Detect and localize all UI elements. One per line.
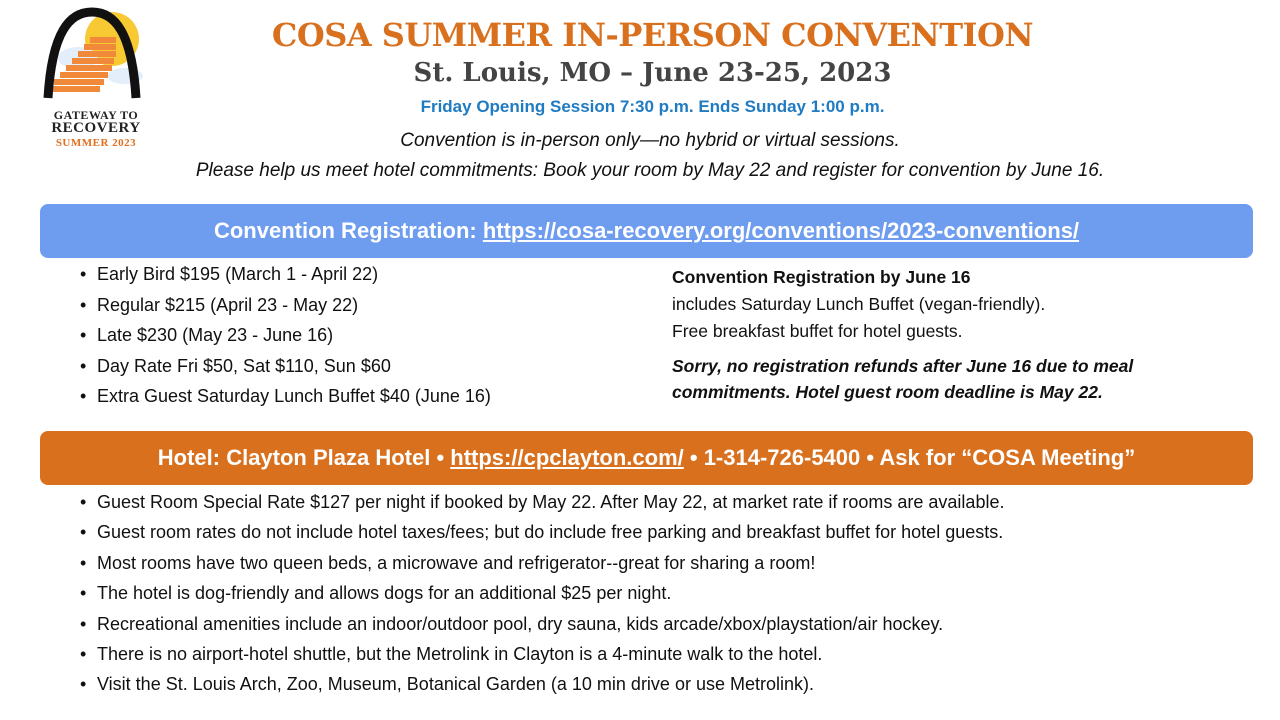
list-item: • Day Rate Fri $50, Sat $110, Sun $60 <box>80 351 491 382</box>
registration-link[interactable]: https://cosa-recovery.org/conventions/2023-conventions/ <box>482 218 1080 243</box>
hotel-banner <box>40 431 1253 485</box>
lunch-buffet-note: includes Saturday Lunch Buffet (vegan-friendly). <box>672 294 1046 314</box>
in-person-note: Convention is in-person only—no hybrid or virtual sessions. <box>400 130 900 151</box>
hotel-banner-contact: • 1-314-726-5400 • Ask for “COSA Meeting” <box>683 445 1136 470</box>
refund-warning: Sorry, no registration refunds after June 16 due to meal commitments. Hotel guest room deadline is May 22. <box>672 356 1134 402</box>
list-item: • There is no airport-hotel shuttle, but the Metrolink in Clayton is a 4-minute walk to the hotel. <box>80 639 1004 669</box>
registration-deadline-heading: Convention Registration by June 16 <box>672 267 971 287</box>
logo-text-summer: SUMMER 2023 <box>55 137 137 149</box>
session-times: Friday Opening Session 7:30 p.m. Ends Sunday 1:00 p.m. <box>420 97 885 116</box>
hotel-commitment-note: Please help us meet hotel commitments: Book your room by May 22 and register for convention by June 16. <box>195 160 1105 181</box>
logo-text-recovery: RECOVERY <box>51 120 141 136</box>
hotel-banner-label: Hotel: Clayton Plaza Hotel • <box>157 445 451 470</box>
list-item: • Late $230 (May 23 - June 16) <box>80 320 491 351</box>
registration-details <box>672 264 1232 405</box>
hotel-link[interactable]: https://cpclayton.com/ <box>450 445 684 470</box>
gateway-logo <box>40 6 146 150</box>
list-item: • Most rooms have two queen beds, a microwave and refrigerator--great for sharing a room! <box>80 548 1004 578</box>
registration-price-list <box>80 259 491 412</box>
list-item: • Early Bird $195 (March 1 - April 22) <box>80 259 491 290</box>
list-item: • Guest Room Special Rate $127 per night if booked by May 22. After May 22, at market rate if rooms are available. <box>80 487 1004 517</box>
logo-text-gateway: GATEWAY TO <box>53 108 139 122</box>
page-title: COSA SUMMER IN-PERSON CONVENTION <box>271 16 1034 54</box>
registration-banner <box>40 204 1253 258</box>
breakfast-note: Free breakfast buffet for hotel guests. <box>672 321 963 341</box>
list-item: • The hotel is dog-friendly and allows dogs for an additional $25 per night. <box>80 578 1004 608</box>
list-item: • Visit the St. Louis Arch, Zoo, Museum, Botanical Garden (a 10 min drive or use Metrolink). <box>80 669 1004 699</box>
list-item: • Recreational amenities include an indoor/outdoor pool, dry sauna, kids arcade/xbox/playstation/air hockey. <box>80 609 1004 639</box>
list-item: • Guest room rates do not include hotel taxes/fees; but do include free parking and breakfast buffet for hotel guests. <box>80 517 1004 547</box>
list-item: • Regular $215 (April 23 - May 22) <box>80 290 491 321</box>
registration-banner-label: Convention Registration: <box>213 218 483 243</box>
arch-stairs-icon <box>40 6 152 106</box>
list-item: • Extra Guest Saturday Lunch Buffet $40 (June 16) <box>80 381 491 412</box>
hotel-info-list <box>80 487 1004 700</box>
page-subtitle: St. Louis, MO – June 23-25, 2023 <box>413 58 892 88</box>
